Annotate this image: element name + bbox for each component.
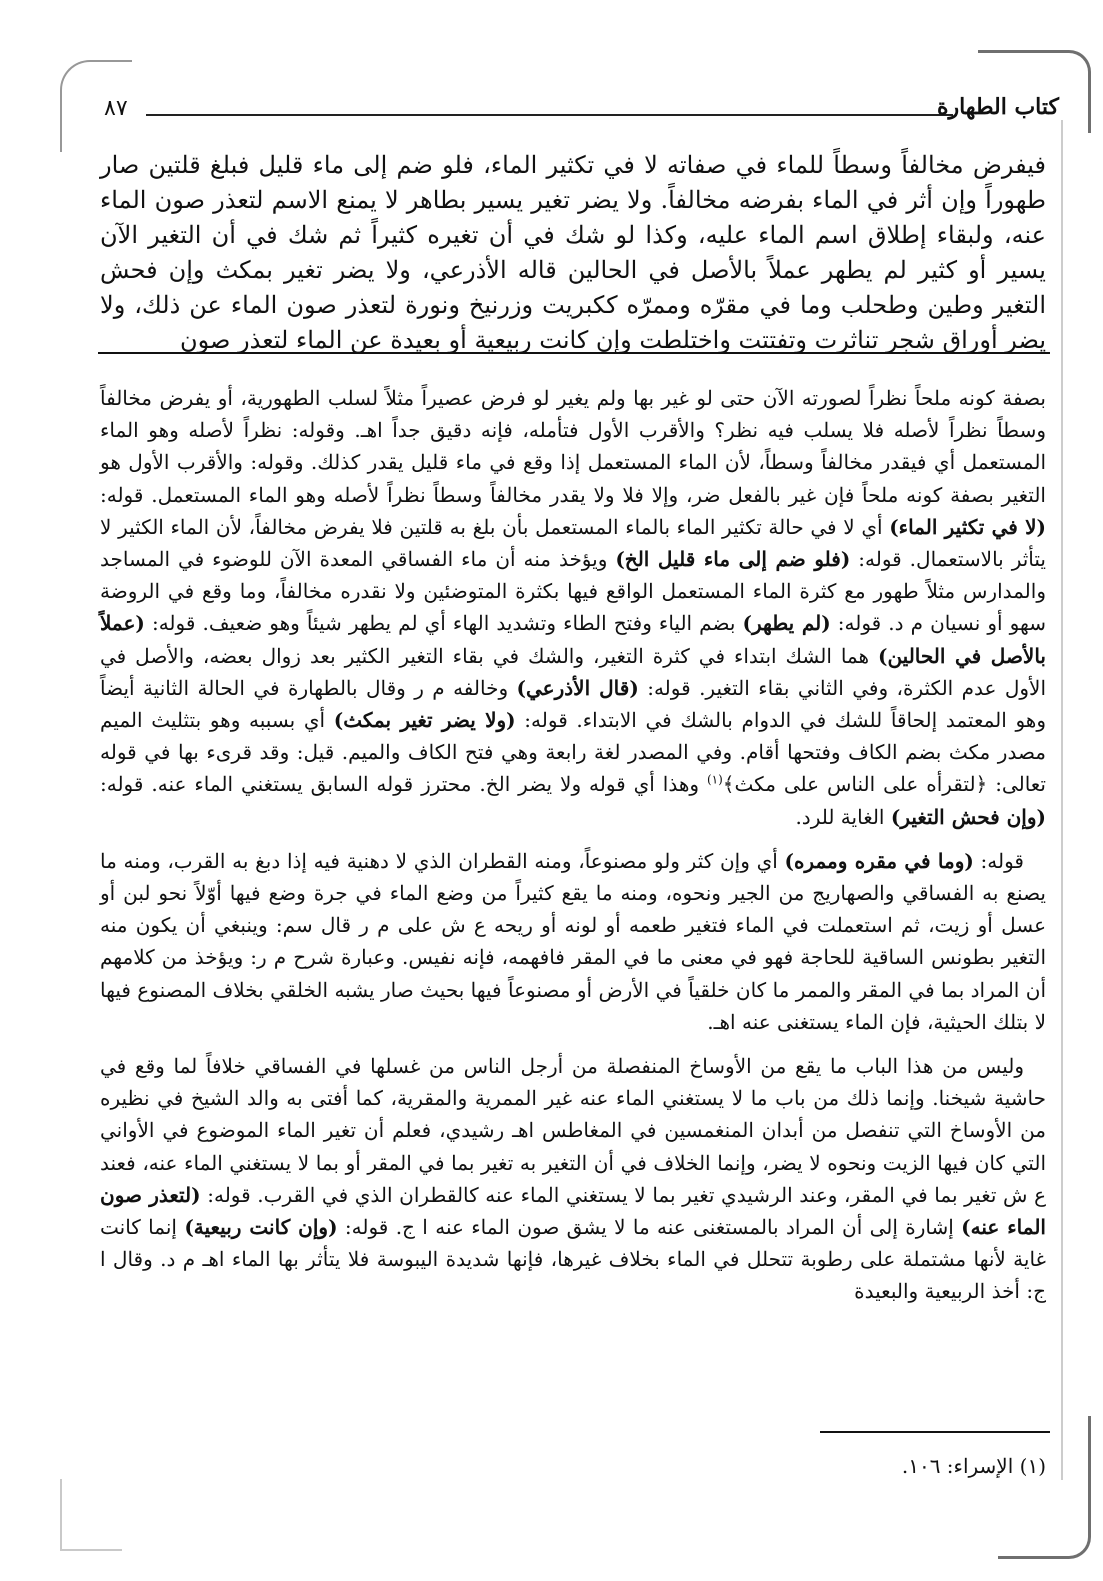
main-text <box>100 148 1046 358</box>
header-rule <box>146 114 953 116</box>
commentary-paragraph-3 <box>100 1050 1046 1308</box>
book-title: كتاب الطهارة <box>936 94 1059 120</box>
frame-ornament-bottom-right <box>998 1416 1091 1559</box>
quoted-phrase: (فلو ضم إلى ماء قليل الخ) <box>615 547 851 572</box>
commentary-text: بصفة كونه ملحاً نظراً لصورته الآن حتى لو غير بها ولم يغير لو فرض عصيراً مثلاً لسلب الطهورية، أو يفرض مخالفاً وسطاً نظراً لأصله فلا يسلب فيه نظر؟ والأقرب الأول فتأمله، فإنه دقيق جداً اهـ. وقوله: نظراً لأصله وهو الماء المستعمل أي فيقدر مخالفاً وسطاً، لأن الماء المستعمل إذا وقع في ماء قليل يقدر كذلك. وقوله: والأقرب الأول هو التغير بصفة كونه ملحاً فإن غير بالفعل ضر، وإلا فلا ولا يقدر مخالفاً وسطاً نظراً لأصله وهو الماء المستعمل. قوله: <box>100 386 1046 507</box>
commentary-text: بضم الياء وفتح الطاء وتشديد الهاء أي لم يطهر شيئاً وهو ضعيف. قوله: <box>144 611 743 636</box>
frame-ornament-bottom-left <box>60 1479 122 1551</box>
commentary-text: الغاية للرد. <box>795 804 891 829</box>
commentary-text: أي وإن كثر ولو مصنوعاً، ومنه القطران الذي لا دهنية فيه إذا دبغ به القرب، ومنه ما يصنع به الفساقي والصهاريج من الجير ونحوه، ومنه ما يقع كثيراً من وضع الماء في جرة وضع فيها أوّلاً نحو لبن أو عسل أو زيت، ثم استعملت في الماء فتغير طعمه أو لونه أو ريحه ع ش على م ر قال سم: وينبغي أن يكون منه التغير بطونس الساقية للحاجة فهو في معنى ما في المقر فافهمه، فإنه نفيس. وعبارة شرح م ر: ويؤخذ من كلامهم أن المراد بما في المقر والممر ما كان خلقياً في الأرض أو مصنوعاً فيها بحيث صار يشبه الخلقي بخلاف المصنوع فيها لا بتلك الحيثية، فإن الماء يستغنى عنه اهـ. <box>100 848 1047 1034</box>
quoted-phrase: (عملاً بالأصل في الحالين) <box>100 611 1046 668</box>
commentary-paragraph-1 <box>100 382 1046 833</box>
commentary-text: ويؤخذ منه أن ماء الفساقي المعدة الآن للوضوء في المساجد والمدارس مثلاً طهور مع كثرة الماء المستعمل الواقع فيها بكثرة المتوضئين ولا نقدره مخالفاً، وما وقع في الروضة سهو أو نسيان م د. قوله: <box>100 547 1046 636</box>
footnote: (١) الإسراء: ١٠٦. <box>901 1454 1046 1478</box>
quoted-phrase: (لا في تكثير الماء) <box>889 514 1046 539</box>
commentary-text: أي لا في حالة تكثير الماء بالماء المستعمل بأن بلغ به قلتين فلا يفرض مخالفاً، لأن الماء الكثير لا يتأثر بالاستعمال. قوله: <box>100 514 1046 572</box>
frame-side-rule <box>1061 120 1063 1480</box>
section-divider <box>98 352 1050 354</box>
commentary-text: وهذا أي قوله ولا يضر الخ. محترز قوله السابق يستغني الماء عنه. قوله: <box>100 772 707 797</box>
main-text-paragraph: فيفرض مخالفاً وسطاً للماء في صفاته لا في تكثير الماء، فلو ضم إلى ماء قليل فبلغ قلتين صار طهوراً وإن أثر في الماء بفرضه مخالفاً. ولا يضر تغير يسير بطاهر لا يمنع الاسم لتعذر صون الماء عنه، ولبقاء إطلاق اسم الماء عليه، وكذا لو شك في أن تغيره كثيراً ثم شك في أن التغير الآن يسير أو كثير لم يطهر عملاً بالأصل في الحالين قاله الأذرعي، ولا يضر تغير بمكث وإن فحش التغير وطين وطحلب وما في مقرّه وممرّه ككبريت وزرنيخ ونورة لتعذر صون الماء عن ذلك، ولا يضر أوراق شجر تناثرت وتفتتت واختلطت وإن كانت ربيعية أو بعيدة عن الماء لتعذر صون <box>100 151 1047 354</box>
page-header <box>100 92 1063 128</box>
commentary-text: إنما كانت غاية لأنها مشتملة على رطوبة تتحلل في الماء بخلاف غيرها، فإنها شديدة اليبوسة فلا يتأثر بها الماء اهـ م د. وقال ا ج: أخذ الربيعية والبعيدة <box>100 1215 1046 1304</box>
quoted-phrase: (وإن كانت ربيعية) <box>184 1215 338 1240</box>
footnote-rule <box>820 1431 1050 1433</box>
commentary-text: أي بسببه وهو بتثليث الميم مصدر مكث بضم الكاف وفتحها أقام. وفي المصدر لغة رابعة وهي فتح الكاف والميم. قيل: وقد قرىء بها في قوله تعالى: ﴿لتقرأه على الناس على مكث﴾ <box>100 708 1046 797</box>
quoted-phrase: (لتعذر صون الماء عنه) <box>100 1182 1046 1240</box>
quoted-phrase: (وما في مقره وممره) <box>784 848 974 873</box>
commentary <box>100 382 1046 1320</box>
commentary-text: وليس من هذا الباب ما يقع من الأوساخ المنفصلة من أرجل الناس من غسلها في الفساقي خلافاً لما وقع في حاشية شيخنا. وإنما ذلك من باب ما لا يستغني الماء عنه غير الممرية والمقرية، كما أفتى به والد الشيخ في نظيره من الأوساخ التي تنفصل من أبدان المنغمسين في المغاطس اهـ رشيدي، فعلم أن تغير الماء الموضوع في الأواني التي كان فيها الزيت ونحوه لا يضر، وإنما الخلاف في أن التغير به تغير بما في المقر أو بما لا يستغني الماء عنه، فعند ع ش تغير بما في المقر، وعند الرشيدي تغير بما لا يستغني الماء عنه كالقطران الذي في القرب. قوله: <box>100 1054 1047 1207</box>
commentary-text: هما الشك ابتداء في كثرة التغير، والشك في بقاء التغير الكثير بعد زوال بعضه، والأصل في الأول عدم الكثرة، وفي الثاني بقاء التغير. قوله: <box>100 643 1047 700</box>
commentary-text: إشارة إلى أن المراد بالمستغنى عنه ما لا يشق صون الماء عنه ا ج. قوله: <box>337 1215 962 1240</box>
commentary-text: قوله: <box>973 848 1024 873</box>
quoted-phrase: (لم يطهر) <box>742 611 831 636</box>
quoted-phrase: (ولا يضر تغير بمكث) <box>333 708 516 733</box>
quoted-phrase: (قال الأذرعي) <box>516 675 639 700</box>
quoted-phrase: (وإن فحش التغير) <box>890 804 1046 829</box>
page-number: ٨٧ <box>104 96 128 121</box>
footnote-marker: (١) <box>706 772 723 787</box>
commentary-paragraph-2 <box>100 845 1046 1038</box>
commentary-text: وخالفه م ر وقال بالطهارة في الحالة الثانية أيضاً وهو المعتمد إلحاقاً للشك في الدوام بالشك في الابتداء. قوله: <box>100 675 1047 733</box>
